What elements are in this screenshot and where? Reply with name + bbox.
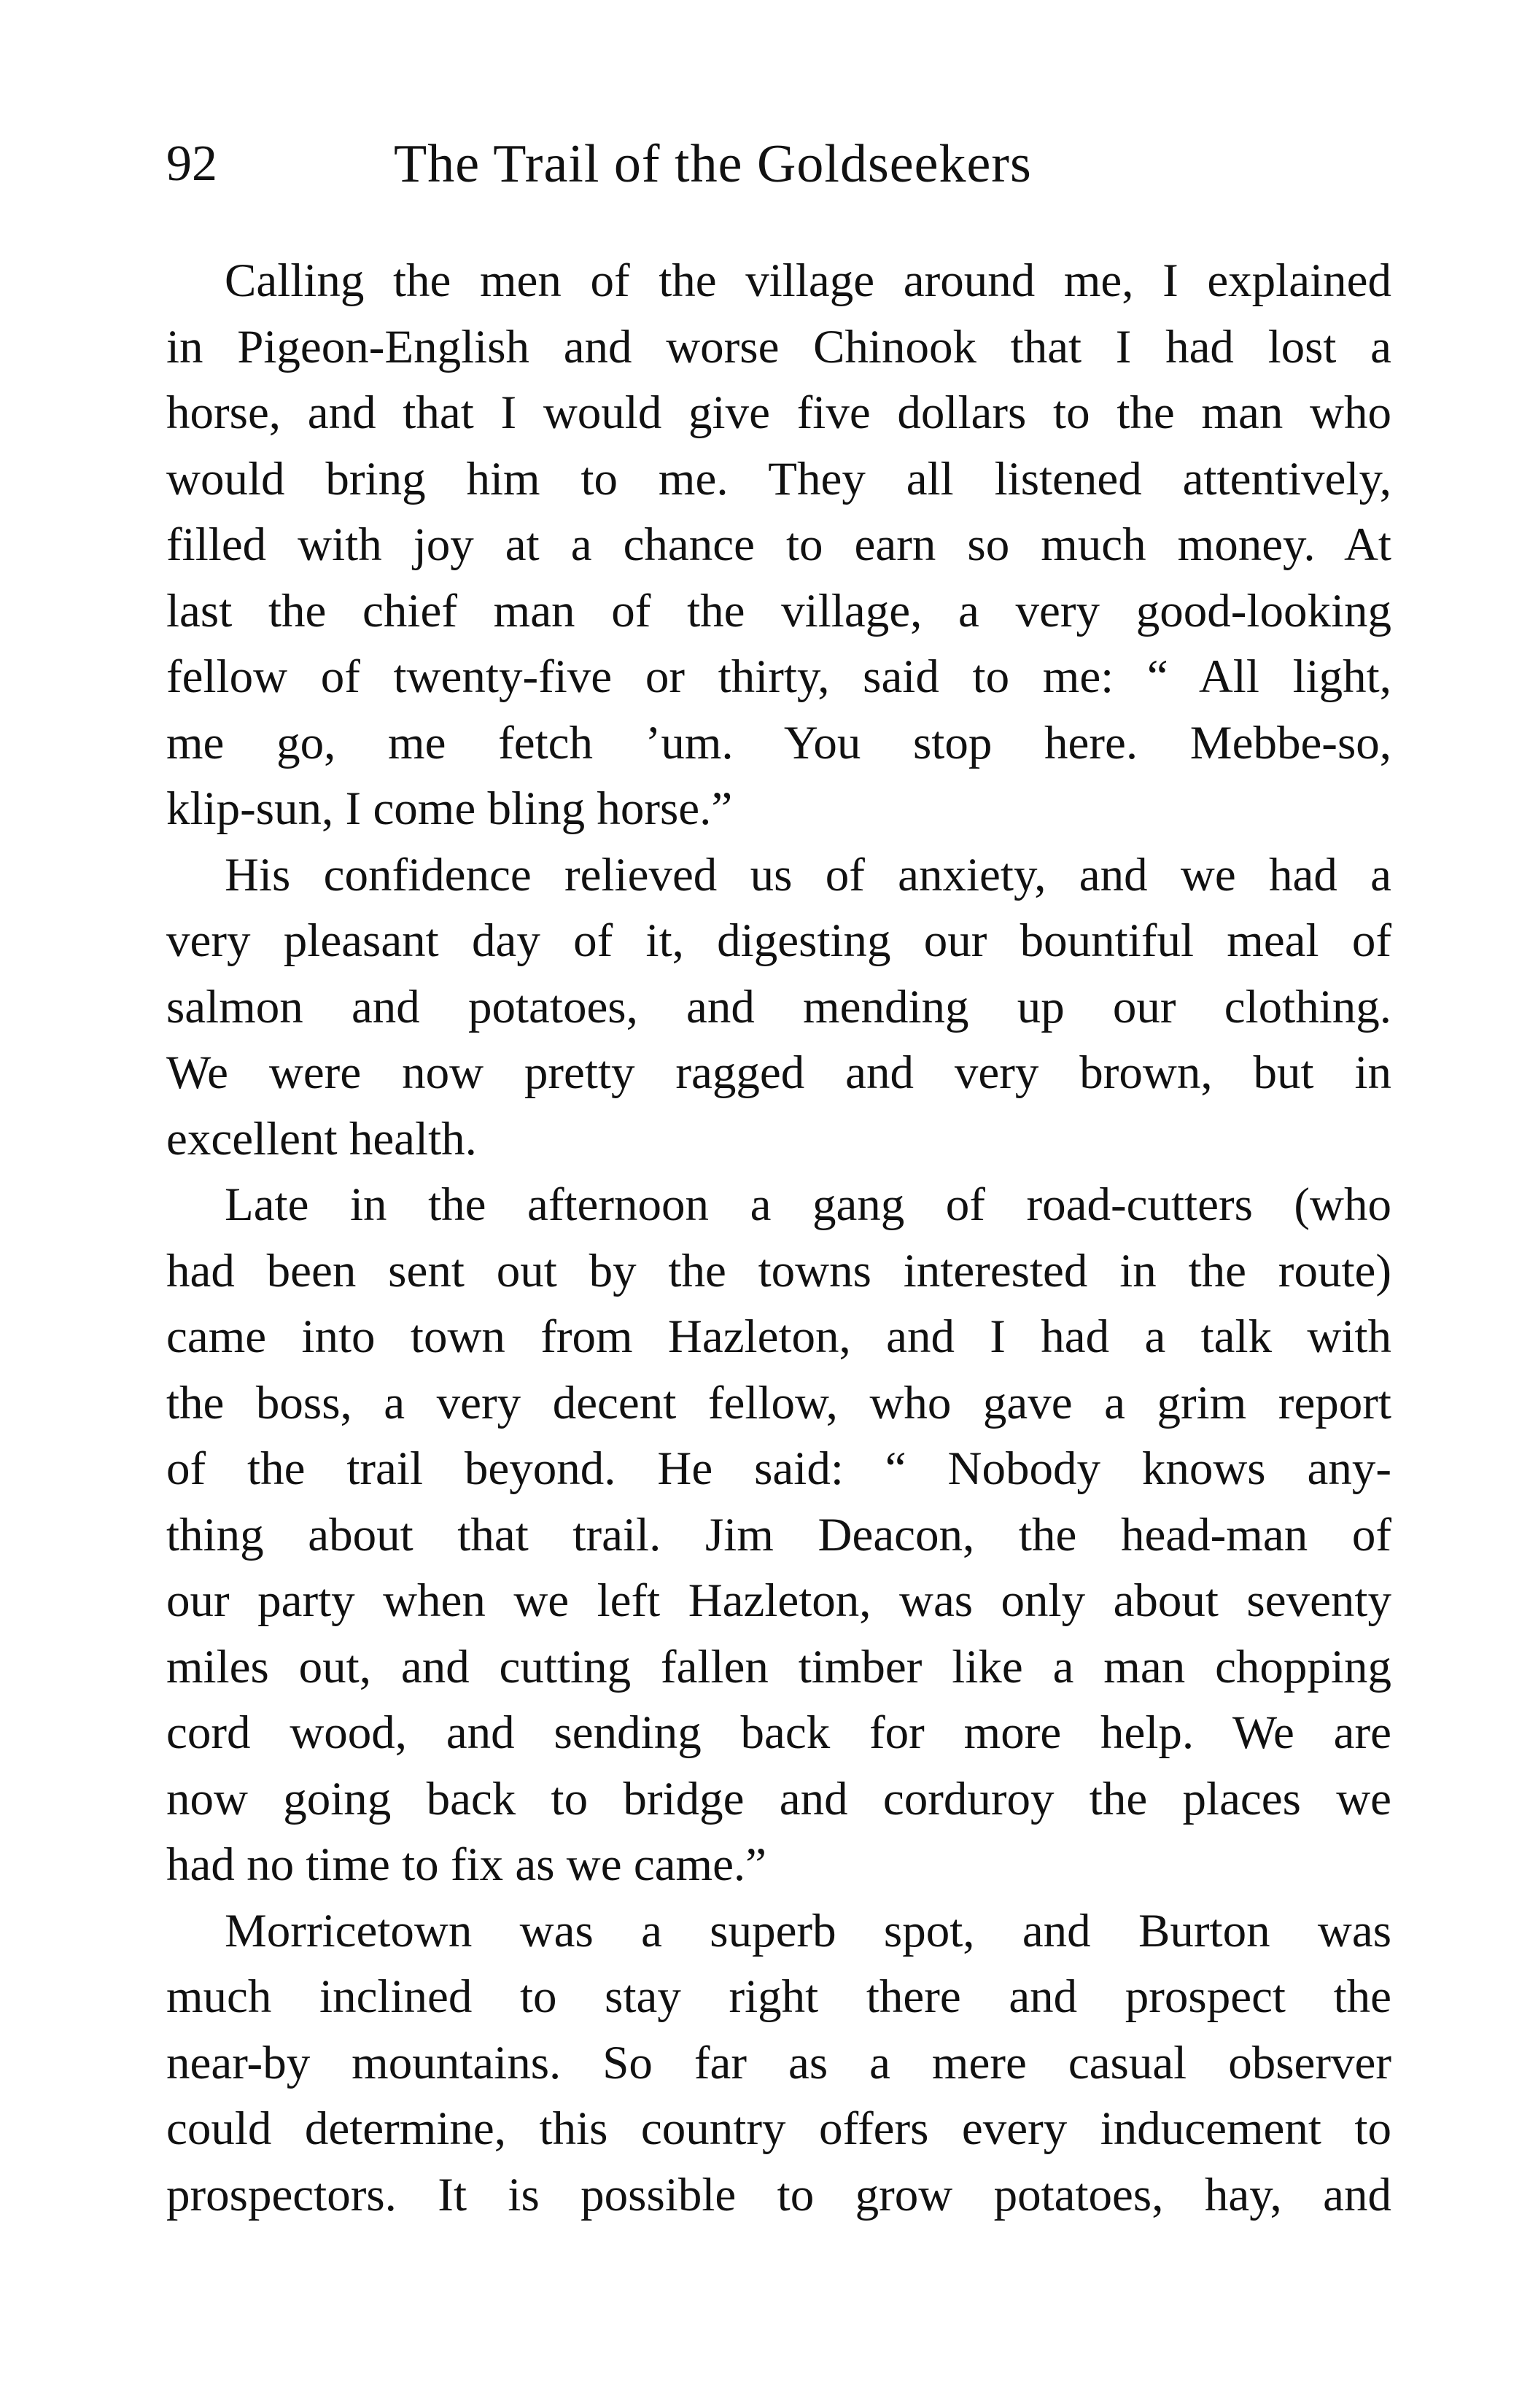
text-line: fellow of twenty-five or thirty, said to me: “ All light, xyxy=(166,650,1391,703)
paragraph-3 xyxy=(166,1172,1391,1898)
text-line: His confidence relieved us of anxiety, and we had a xyxy=(225,848,1391,901)
running-title: The Trail of the Goldseekers xyxy=(394,134,1032,194)
text-line: me go, me fetch ’um. You stop here. Mebbe-so, xyxy=(166,716,1391,769)
paragraph-1 xyxy=(166,248,1391,842)
text-line: could determine, this country offers every inducement to xyxy=(166,2102,1391,2155)
text-line: prospectors. It is possible to grow potatoes, hay, and xyxy=(166,2168,1391,2221)
body-text xyxy=(166,248,1391,2228)
page-number: 92 xyxy=(166,136,217,192)
text-line: salmon and potatoes, and mending up our clothing. xyxy=(166,980,1391,1033)
text-line: thing about that trail. Jim Deacon, the head-man of xyxy=(166,1508,1391,1561)
text-line: now going back to bridge and corduroy the places we xyxy=(166,1772,1391,1825)
text-line: excellent health. xyxy=(166,1112,477,1165)
paragraph-4 xyxy=(166,1898,1391,2229)
text-line: miles out, and cutting fallen timber like a man chopping xyxy=(166,1640,1391,1693)
text-line: had no time to fix as we came.” xyxy=(166,1838,767,1891)
paragraph-2 xyxy=(166,842,1391,1173)
text-line: would bring him to me. They all listened attentively, xyxy=(166,452,1391,505)
text-line: of the trail beyond. He said: “ Nobody knows any- xyxy=(166,1442,1391,1495)
text-line: Calling the men of the village around me, I explained xyxy=(225,255,1391,307)
page-header xyxy=(166,124,1391,204)
text-line: much inclined to stay right there and prospect the xyxy=(166,1970,1391,2023)
text-line: We were now pretty ragged and very brown, but in xyxy=(166,1046,1391,1099)
text-line: Late in the afternoon a gang of road-cutters (who xyxy=(225,1178,1391,1231)
text-line: had been sent out by the towns interested in the route) xyxy=(166,1244,1391,1297)
text-line: our party when we left Hazleton, was only about seventy xyxy=(166,1574,1391,1627)
text-line: came into town from Hazleton, and I had a talk with xyxy=(166,1310,1391,1363)
text-line: in Pigeon-English and worse Chinook that I had lost a xyxy=(166,320,1391,373)
text-line: the boss, a very decent fellow, who gave a grim report xyxy=(166,1376,1391,1429)
text-line: last the chief man of the village, a very good-looking xyxy=(166,584,1391,637)
text-line: very pleasant day of it, digesting our bountiful meal of xyxy=(166,914,1391,967)
text-line: horse, and that I would give five dollars to the man who xyxy=(166,387,1391,439)
text-line: klip-sun, I come bling horse.” xyxy=(166,782,733,835)
text-line: near-by mountains. So far as a mere casual observer xyxy=(166,2036,1391,2089)
text-line: Morricetown was a superb spot, and Burton was xyxy=(225,1904,1391,1957)
text-line: filled with joy at a chance to earn so much money. At xyxy=(166,519,1391,571)
text-line: cord wood, and sending back for more help. We are xyxy=(166,1706,1391,1759)
